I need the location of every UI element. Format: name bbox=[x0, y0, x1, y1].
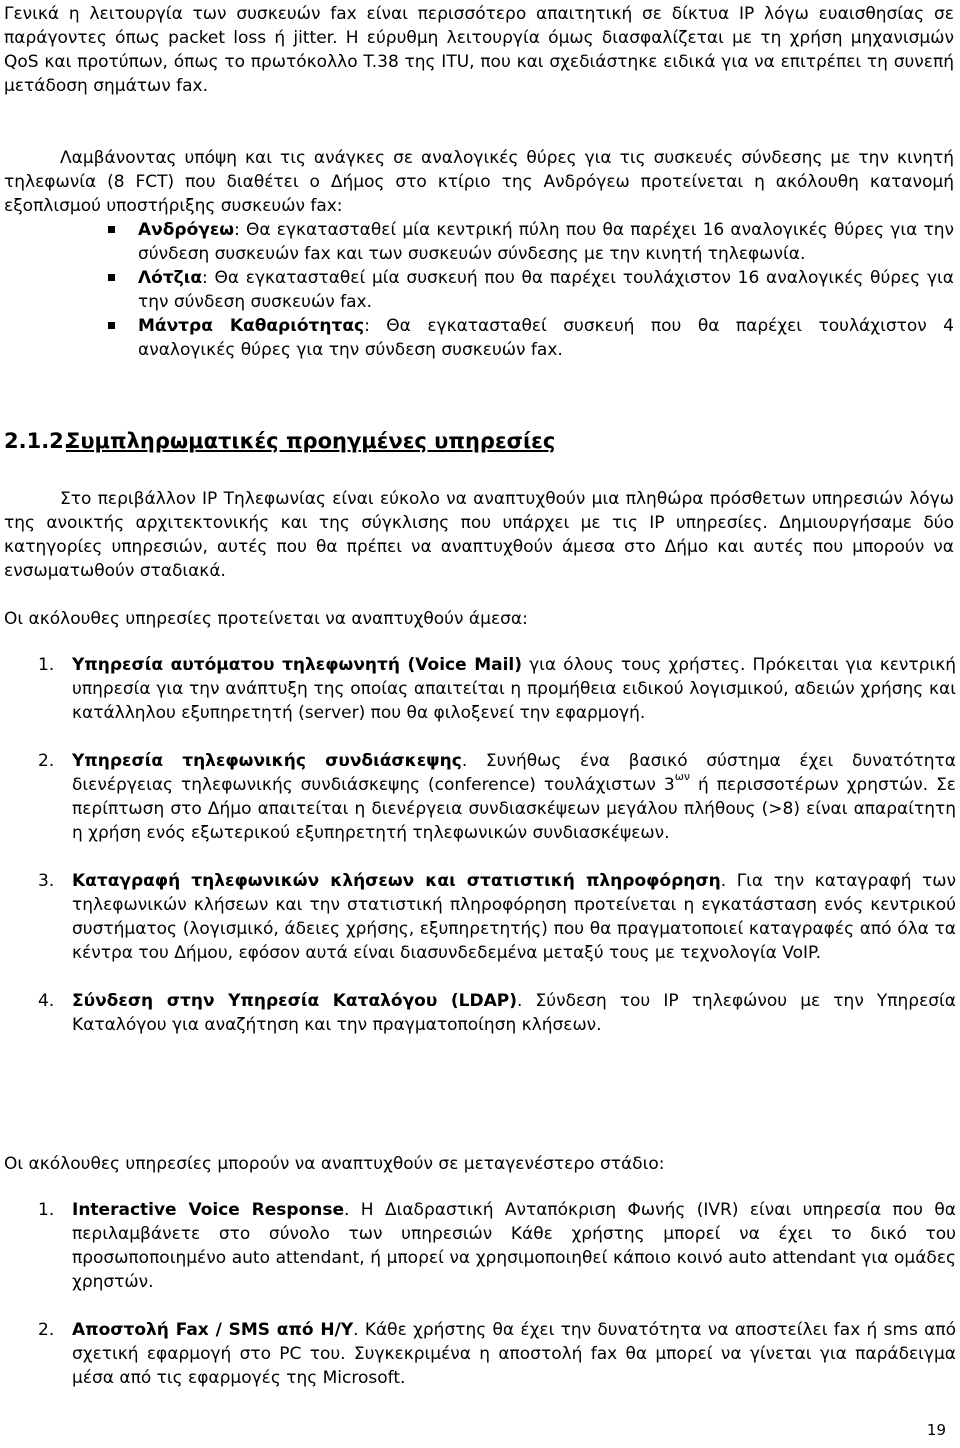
later-services-lead: Οι ακόλουθες υπηρεσίες μπορούν να αναπτυχθούν σε μεταγενέστερο στάδιο: bbox=[4, 1154, 665, 1174]
section-title: Συμπληρωματικές προηγμένες υπηρεσίες bbox=[66, 429, 556, 453]
immediate-services-lead: Οι ακόλουθες υπηρεσίες προτείνεται να αναπτυχθούν άμεσα: bbox=[4, 609, 528, 629]
square-bullet-icon bbox=[108, 274, 115, 281]
bullet-term: Λότζια bbox=[138, 268, 203, 288]
later-services-list bbox=[4, 1198, 956, 1414]
square-bullet-icon bbox=[108, 322, 115, 329]
item-text: . Σύνδεση του IP τηλεφώνου με την Υπηρεσία Καταλόγου για αναζήτηση και την πραγματοποίηση κλήσεων. bbox=[72, 991, 956, 1035]
item-number: 1. bbox=[38, 655, 55, 675]
item-title: Αποστολή Fax / SMS από Η/Υ bbox=[72, 1320, 354, 1340]
item-number: 2. bbox=[38, 751, 55, 771]
list-item bbox=[4, 1198, 956, 1294]
item-title: Υπηρεσία αυτόματου τηλεφωνητή (Voice Mail) bbox=[72, 655, 523, 675]
fax-allocation-section bbox=[4, 146, 954, 362]
list-item bbox=[4, 989, 956, 1037]
list-item: Λότζια: Θα εγκατασταθεί μία συσκευή που θα παρέχει τουλάχιστον 16 αναλογικές θύρες για την σύνδεση συσκευών fax. bbox=[4, 266, 954, 314]
immediate-services-list bbox=[4, 653, 956, 1061]
item-title: Σύνδεση στην Υπηρεσία Καταλόγου (LDAP) bbox=[72, 991, 518, 1011]
list-item bbox=[4, 653, 956, 725]
intro-paragraph: Γενικά η λειτουργία των συσκευών fax είναι περισσότερο απαιτητική σε δίκτυα IP λόγω ευαισθησίας σε παράγοντες όπως packet loss ή jitter. Η εύρυθμη λειτουργία όμως διασφαλίζεται με τη χρήση μηχανισμών QoS και προτύπων, όπως το πρωτόκολλο T.38 της ITU, που και σχεδιάστηκε ειδικά για να επιτρέπει τη συνεπή μετάδοση σημάτων fax. bbox=[4, 4, 954, 96]
fax-allocation-paragraph: Λαμβάνοντας υπόψη και τις ανάγκες σε αναλογικές θύρες για τις συσκευές σύνδεσης με την κινητή τηλεφωνία (8 FCT) που διαθέτει ο Δήμος στο κτίριο της Ανδρόγεω προτείνεται η ακόλουθη κατανομή εξοπλισμού υποστήριξης συσκευών fax: bbox=[4, 148, 954, 216]
services-intro-paragraph: Στο περιβάλλον IP Τηλεφωνίας είναι εύκολο να αναπτυχθούν μια πληθώρα πρόσθετων υπηρεσιών λόγω της ανοικτής αρχιτεκτονικής και της σύγκλισης που υπάρχει με τις IP υπηρεσίες. Δημιουργήσαμε δύο κατηγορίες υπηρεσιών, αυτές που θα πρέπει να αναπτυχθούν άμεσα στο Δήμο και αυτές που μπορούν να ενσωματωθούν σταδιακά. bbox=[4, 489, 954, 581]
section-number: 2.1.2. bbox=[4, 429, 72, 453]
item-text: . Η Διαδραστική Ανταπόκριση Φωνής (IVR) είναι υπηρεσία που θα περιλαμβάνετε στο σύνολο των υπηρεσιών Κάθε χρήστης μπορεί να έχει το δικό του προσωποποιημένο auto attendant, ή μπορεί να χρησιμοποιηθεί κάποιο κοινό auto attendant για ομάδες χρηστών. bbox=[72, 1200, 956, 1292]
section-heading bbox=[4, 427, 954, 455]
item-title: Καταγραφή τηλεφωνικών κλήσεων και στατιστική πληροφόρηση bbox=[72, 871, 721, 891]
item-number: 1. bbox=[38, 1200, 55, 1220]
item-text-continued: ή περισσοτέρων χρηστών. Σε περίπτωση στο Δήμο απαιτείται η διενέργεια συνδιασκέψεων μεγάλου πλήθους (>8) είναι απαραίτητη η χρήση ενός εξωτερικού εξυπηρετητή τηλεφωνικών συνδιασκέψεων. bbox=[72, 775, 956, 843]
item-number: 4. bbox=[38, 991, 55, 1011]
bullet-term: Μάντρα Καθαριότητας bbox=[138, 316, 365, 336]
bullet-text: Θα εγκατασταθεί μία κεντρική πύλη που θα παρέχει 16 αναλογικές θύρες για την σύνδεση συσκευών fax και των συσκευών σύνδεσης με την κινητή τηλεφωνία. bbox=[138, 220, 955, 264]
fax-allocation-list bbox=[4, 218, 954, 362]
item-number: 2. bbox=[38, 1320, 55, 1340]
bullet-term: Ανδρόγεω bbox=[138, 220, 235, 240]
superscript: ων bbox=[674, 770, 691, 784]
list-item: Μάντρα Καθαριότητας: Θα εγκατασταθεί συσκευή που θα παρέχει τουλάχιστον 4 αναλογικές θύρες για την σύνδεση συσκευών fax. bbox=[4, 314, 954, 362]
list-item bbox=[4, 1318, 956, 1390]
item-text: για όλους τους χρήστες. Πρόκειται για κεντρική υπηρεσία για την ανάπτυξη της οποίας απαιτείται η προμήθεια ειδικού λογισμικού, αδειών χρήσης και κατάλληλου εξυπηρετητή (server) που θα φιλοξενεί την εφαρμογή. bbox=[72, 655, 956, 723]
bullet-text: Θα εγκατασταθεί συσκευή που θα παρέχει τουλάχιστον 4 αναλογικές θύρες για την σύνδεση συσκευών fax. bbox=[138, 316, 954, 360]
item-title: Υπηρεσία τηλεφωνικής συνδιάσκεψης bbox=[72, 751, 462, 771]
page-number: 19 bbox=[926, 1421, 946, 1439]
item-text: . Συνήθως ένα βασικό σύστημα έχει δυνατότητα διενέργειας τηλεφωνικής συνδιάσκεψης (conference) τουλάχιστων 3 bbox=[72, 751, 956, 795]
item-number: 3. bbox=[38, 871, 55, 891]
item-title: Interactive Voice Response bbox=[72, 1200, 345, 1220]
list-item bbox=[4, 749, 956, 845]
bullet-text: Θα εγκατασταθεί μία συσκευή που θα παρέχει τουλάχιστον 16 αναλογικές θύρες για την σύνδεση συσκευών fax. bbox=[138, 268, 954, 312]
square-bullet-icon bbox=[108, 226, 115, 233]
item-text: . Κάθε χρήστης θα έχει την δυνατότητα να αποστείλει fax ή sms από σχετική εφαρμογή στο PC του. Συγκεκριμένα η αποστολή fax θα μπορεί να γίνεται για παράδειγμα μέσα από τις εφαρμογές της Microsoft. bbox=[72, 1320, 956, 1388]
list-item: Ανδρόγεω: Θα εγκατασταθεί μία κεντρική πύλη που θα παρέχει 16 αναλογικές θύρες για την σύνδεση συσκευών fax και των συσκευών σύνδεσης με την κινητή τηλεφωνία. bbox=[4, 218, 954, 266]
item-text: . Για την καταγραφή των τηλεφωνικών κλήσεων και την στατιστική πληροφόρηση προτείνεται η εγκατάσταση ενός κεντρικού συστήματος (λογισμικό, άδειες χρήσης, εξυπηρετητής) που θα πραγματοποιεί καταγραφές από όλα τα κέντρα του Δήμου, εφόσον αυτά είναι διασυνδεδεμένα μεταξύ τους με τεχνολογία VoIP. bbox=[72, 871, 956, 963]
list-item bbox=[4, 869, 956, 965]
